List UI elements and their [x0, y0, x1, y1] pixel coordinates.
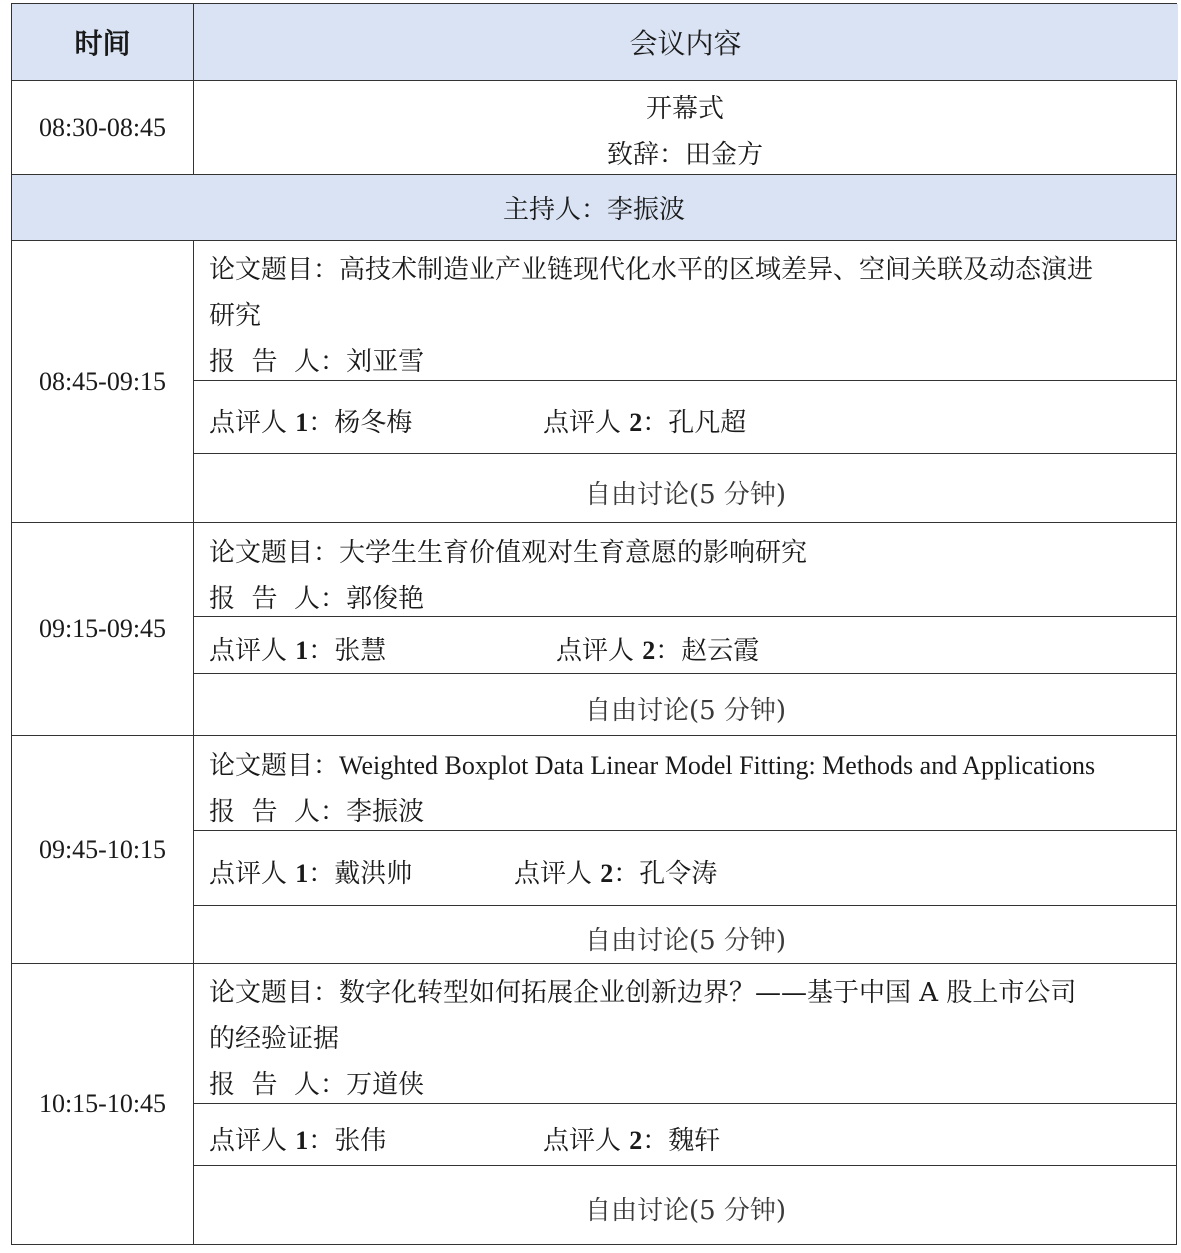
reviewer-number: 2 [642, 636, 656, 665]
reviewer-label: 点评人 [209, 636, 296, 666]
reviewer-name: 赵云霞 [681, 636, 760, 666]
session-3-time: 09:45-10:15 [38, 834, 167, 864]
sub-divider [193, 616, 1176, 617]
reviewer-number: 1 [295, 859, 309, 888]
session-2-reviewer-2 [556, 630, 759, 667]
header-time: 时间 [12, 4, 193, 80]
colon: ： [308, 1126, 335, 1156]
session-2-reviewer-1 [209, 630, 386, 667]
opening-content [194, 86, 1176, 178]
opening-time: 08:30-08:45 [38, 112, 167, 142]
session-1-reporter [209, 341, 424, 378]
reviewer-label: 点评人 [543, 1126, 630, 1156]
session-1-reviewer-2 [543, 402, 746, 439]
reviewer-label: 点评人 [209, 408, 296, 438]
session-1-time: 08:45-09:15 [38, 366, 167, 396]
reporter-label: 报 告 人： [209, 584, 347, 614]
reviewer-name: 孔凡超 [668, 408, 747, 438]
session-4-discussion: 自由讨论(5 分钟) [584, 1196, 787, 1226]
session-3-reviewer-2 [514, 853, 717, 890]
reviewer-label: 点评人 [209, 859, 296, 889]
session-4-reviewer-1 [209, 1120, 386, 1157]
sub-divider [193, 380, 1176, 381]
sub-divider [193, 830, 1176, 831]
session-4-title-cont: 的经验证据 [209, 1024, 340, 1054]
reviewer-number: 2 [600, 859, 614, 888]
paper-label: 论文题目： [209, 751, 340, 781]
paper-title: Weighted Boxplot Data Linear Model Fitting: Methods and Applications [339, 751, 1096, 780]
session-2-discussion: 自由讨论(5 分钟) [584, 696, 787, 726]
reporter-label: 报 告 人： [209, 1070, 347, 1100]
session-4-time: 10:15-10:45 [38, 1089, 167, 1118]
colon: ： [613, 859, 640, 889]
reviewer-number: 1 [295, 1126, 309, 1155]
sub-divider [193, 453, 1176, 454]
session-4-reporter [209, 1064, 424, 1101]
reviewer-name: 杨冬梅 [334, 408, 413, 438]
paper-title: 高技术制造业产业链现代化水平的区域差异、空间关联及动态演进 [339, 255, 1094, 285]
sub-divider [193, 1103, 1176, 1104]
paper-title: 大学生生育价值观对生育意愿的影响研究 [339, 538, 808, 568]
reviewer-name: 魏轩 [668, 1126, 721, 1156]
colon: ： [308, 408, 335, 438]
reviewer-label: 点评人 [209, 1126, 296, 1156]
colon: ： [642, 1126, 669, 1156]
colon: ： [642, 408, 669, 438]
colon: ： [655, 636, 682, 666]
session-2-reporter [209, 578, 424, 615]
reviewer-label: 点评人 [514, 859, 601, 889]
opening-title: 开幕式 [645, 94, 724, 124]
reporter-name: 万道侠 [346, 1070, 425, 1100]
reporter-name: 郭俊艳 [346, 584, 425, 614]
header-content: 会议内容 [193, 4, 1178, 80]
sub-divider [193, 905, 1176, 906]
reporter-name: 李振波 [346, 797, 425, 827]
reviewer-name: 张慧 [334, 636, 387, 666]
reviewer-label: 点评人 [556, 636, 643, 666]
session-3-title [209, 745, 1095, 782]
host-row: 主持人：李振波 [12, 174, 1176, 240]
session-3-discussion: 自由讨论(5 分钟) [584, 926, 787, 956]
reviewer-name: 孔令涛 [639, 859, 718, 889]
reviewer-name: 戴洪帅 [334, 859, 413, 889]
col-divider [193, 240, 194, 1244]
reviewer-label: 点评人 [543, 408, 630, 438]
session-1-title [209, 249, 1093, 286]
session-3-reporter [209, 791, 424, 828]
colon: ： [308, 636, 335, 666]
reporter-label: 报 告 人： [209, 797, 347, 827]
sub-divider [193, 673, 1176, 674]
reviewer-number: 2 [629, 1126, 643, 1155]
sub-divider [193, 1165, 1176, 1166]
session-1-reviewer-1 [209, 402, 412, 439]
paper-label: 论文题目： [209, 978, 340, 1008]
agenda-table [11, 3, 1177, 1245]
session-3-reviewer-1 [209, 853, 412, 890]
reviewer-name: 张伟 [334, 1126, 387, 1156]
paper-title: 数字化转型如何拓展企业创新边界？——基于中国 A 股上市公司 [339, 978, 1077, 1008]
paper-label: 论文题目： [209, 538, 340, 568]
session-4-title [209, 972, 1076, 1009]
reviewer-number: 1 [295, 636, 309, 665]
session-2-title [209, 532, 807, 569]
opening-speech: 致辞：田金方 [606, 140, 763, 170]
reviewer-number: 1 [295, 408, 309, 437]
reporter-name: 刘亚雪 [346, 347, 425, 377]
reporter-label: 报 告 人： [209, 347, 347, 377]
colon: ： [308, 859, 335, 889]
session-4-reviewer-2 [543, 1120, 720, 1157]
reviewer-number: 2 [629, 408, 643, 437]
session-1-title-cont: 研究 [209, 301, 262, 331]
session-1-discussion: 自由讨论(5 分钟) [584, 480, 787, 510]
paper-label: 论文题目： [209, 255, 340, 285]
session-2-time: 09:15-09:45 [38, 614, 167, 643]
